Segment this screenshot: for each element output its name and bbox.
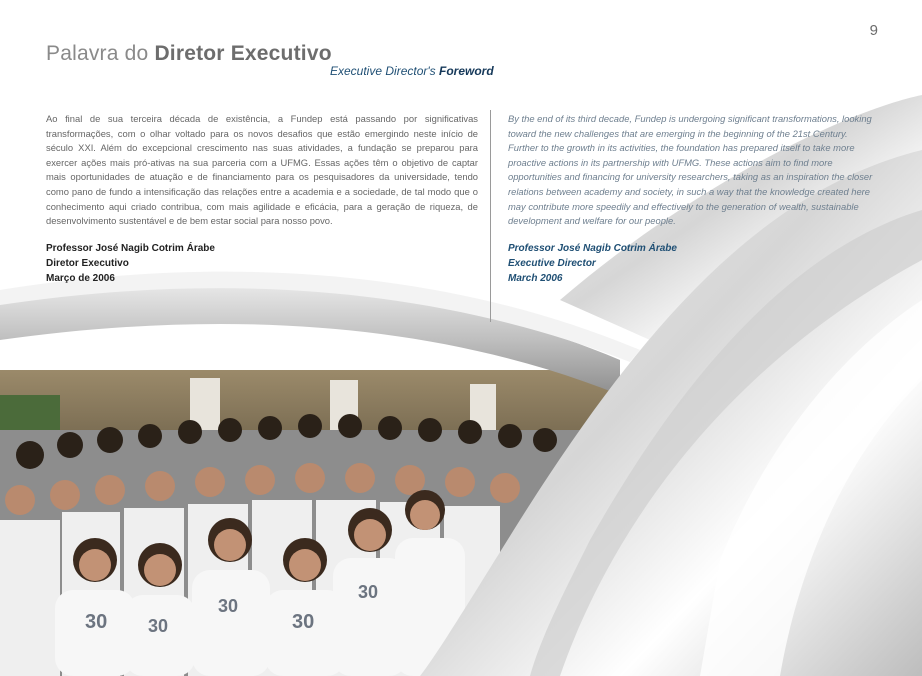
column-divider <box>490 110 491 322</box>
signature-date: March 2006 <box>508 272 563 284</box>
portuguese-signature <box>46 241 478 286</box>
page-subtitle <box>330 64 494 78</box>
english-body: By the end of its third decade, Fundep is undergoing significant transformations, looking toward the new challenges that are emerging in the beginning of the 21st Century. Further to the growth in its activities, the foundation has prepared itself to take more proactive actions in its partnership with UFMG. These actions aim to find more opportunities and financing for university researchers, taking as an inspiration the closer relations between academy and society, in such a way that the knowledge created here may contribute more speedily and effectively to the generation of wealth, sustainable development and welfare for our people. <box>508 113 873 227</box>
svg-text:30: 30 <box>358 582 379 602</box>
svg-text:30: 30 <box>218 596 239 616</box>
subtitle-light: Executive Director's <box>330 64 439 78</box>
svg-text:30: 30 <box>85 611 108 633</box>
subtitle-bold: Foreword <box>439 64 494 78</box>
english-column <box>508 112 880 286</box>
page-title <box>46 42 332 66</box>
signature-date: Março de 2006 <box>46 272 115 284</box>
english-signature <box>508 241 880 286</box>
page-number: 9 <box>869 22 878 39</box>
signature-role: Diretor Executivo <box>46 257 129 269</box>
signature-name: Professor José Nagib Cotrim Árabe <box>508 242 677 254</box>
portuguese-body: Ao final de sua terceira década de existência, a Fundep está passando por significativas transformações, com o olhar voltado para os novos desafios que estão emergindo neste início de século XXI. Além do excepcional crescimento nas suas atividades, a fundação se preparou para exercer ações mais pró-ativas na sua parceria com a UFMG. Essas ações têm o objetivo de captar mais oportunidades de atuação e de financiamento para os pesquisadores da universidade, tendo como pano de fundo a intensificação das relações entre a academia e a sociedade, de tal modo que o conhecimento aqui criado contribua, com mais agilidade e eficácia, para a geração de riqueza, de desenvolvimento sustentável e de bem estar social para nosso povo. <box>46 113 478 227</box>
title-light: Palavra do <box>46 42 155 65</box>
svg-text:30: 30 <box>148 616 169 636</box>
svg-text:30: 30 <box>292 611 315 633</box>
portuguese-column <box>46 112 478 286</box>
signature-name: Professor José Nagib Cotrim Árabe <box>46 242 215 254</box>
title-bold: Diretor Executivo <box>154 42 332 65</box>
signature-role: Executive Director <box>508 257 596 269</box>
